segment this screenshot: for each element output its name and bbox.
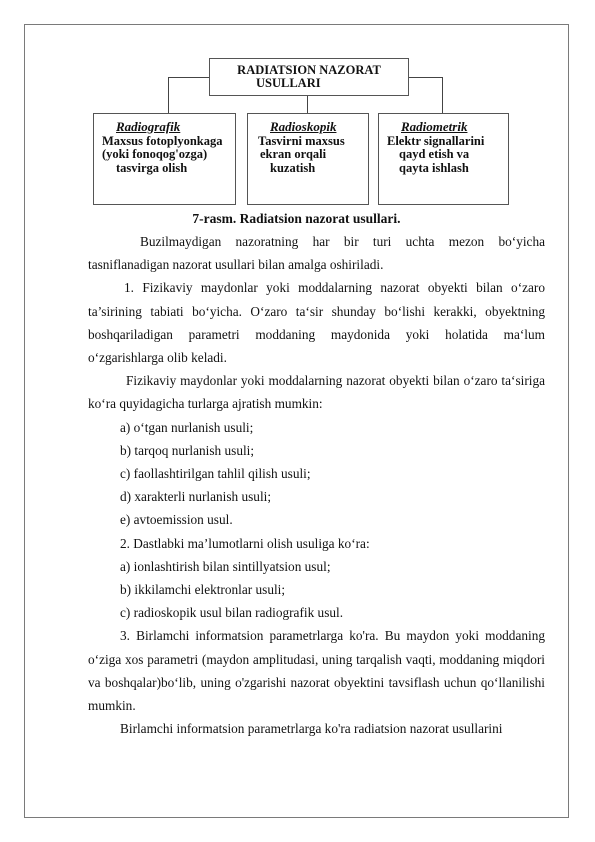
category-box-radioskopik (247, 113, 369, 205)
category-title: Radiografik (116, 119, 181, 134)
category-description: Maxsus fotoplyonkaga (yoki fonoqog'ozga) tasvirga olish (102, 133, 223, 175)
category-title: Radioskopik (270, 119, 337, 134)
connector-vertical (442, 77, 443, 113)
list-item: c) radioskopik usul bilan radiografik usul. (120, 605, 344, 621)
paragraph-criterion-2: 2. Dastlabki ma’lumotlarni olish usuliga ko‘ra: (120, 535, 370, 551)
category-description: Tasvirni maxsus ekran orqali kuzatish (258, 133, 345, 175)
connector-vertical (168, 77, 169, 113)
paragraph-interaction-types: Fizikaviy maydonlar yoki moddalarning nazorat obyekti bilan o‘zaro ta‘siriga ko‘ra quyidagicha turlarga ajratish mumkin: (88, 373, 545, 412)
connector-horizontal (409, 77, 443, 78)
category-box-radiometrik (378, 113, 509, 205)
connector-vertical (307, 96, 308, 113)
category-box-radiografik (93, 113, 236, 205)
radiation-methods-diagram (0, 0, 595, 210)
list-item: e) avtoemission usul. (120, 512, 233, 528)
list-item: b) tarqoq nurlanish usuli; (120, 442, 255, 458)
diagram-root-box (209, 58, 409, 96)
figure-caption: 7-rasm. Radiatsion nazorat usullari. (192, 211, 401, 226)
list-item: a) ionlashtirish bilan sintillyatsion usul; (120, 558, 331, 574)
paragraph-closing: Birlamchi informatsion parametrlarga ko'ra radiatsion nazorat usullarini (120, 721, 503, 737)
paragraph-criterion-1: 1. Fizikaviy maydonlar yoki moddalarning nazorat obyekti bilan o‘zaro ta’sirining tabiati bo‘yicha. O‘zaro ta‘sir shunday bo‘lishi kerakki, obyektning boshqariladigan parametri moddaning maydonida yoki holatida ma‘lum o‘zgarishlarga olib keladi. (88, 280, 545, 366)
diagram-root-line-1: RADIATSION NAZORAT (237, 63, 381, 77)
diagram-root-line-2: USULLARI (256, 76, 321, 90)
category-title: Radiometrik (401, 119, 468, 134)
body-text (88, 230, 545, 740)
list-item: c) faollashtirilgan tahlil qilish usuli; (120, 466, 311, 482)
connector-horizontal (168, 77, 209, 78)
list-item: a) o‘tgan nurlanish usuli; (120, 419, 254, 435)
paragraph-intro: Buzilmaydigan nazoratning har bir turi uchta mezon bo‘yicha tasniflanadigan nazorat usullari bilan amalga oshiriladi. (88, 234, 545, 273)
list-item: d) xarakterli nurlanish usuli; (120, 489, 272, 505)
paragraph-criterion-3: 3. Birlamchi informatsion parametrlarga ko'ra. Bu maydon yoki moddaning o‘ziga xos parametri (maydon amplitudasi, uning tarqalish vaqti, moddaning miqdori va boshqalar)bo‘lib, uning o'zgarishi nazorat obyektini tavsiflash uchun qo‘llanilishi mumkin. (88, 628, 545, 714)
category-description: Elektr signallarini qayd etish va qayta ishlash (387, 133, 485, 175)
list-item: b) ikkilamchi elektronlar usuli; (120, 582, 286, 598)
